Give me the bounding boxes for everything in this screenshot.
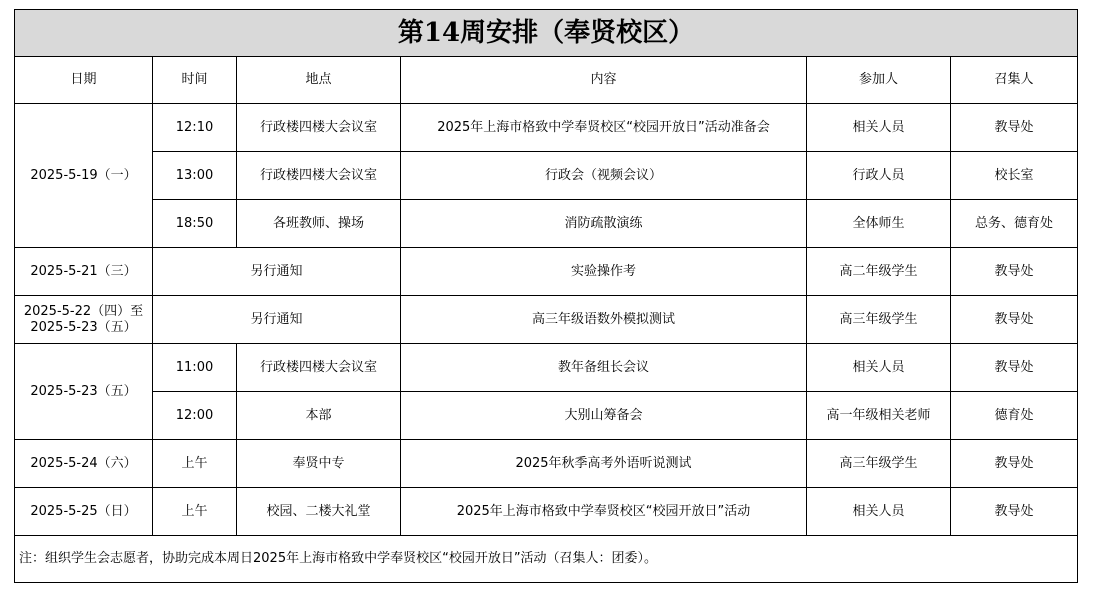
time-cell: 18:50 xyxy=(153,200,237,248)
convener-cell: 校长室 xyxy=(951,152,1078,200)
place-cell: 行政楼四楼大会议室 xyxy=(237,344,401,392)
time-cell: 12:10 xyxy=(153,104,237,152)
place-cell: 各班教师、操场 xyxy=(237,200,401,248)
content-cell: 高三年级语数外模拟测试 xyxy=(401,296,807,344)
convener-cell: 教导处 xyxy=(951,344,1078,392)
date-cell: 2025-5-23（五） xyxy=(15,344,153,440)
time-place-cell: 另行通知 xyxy=(153,248,401,296)
convener-cell: 教导处 xyxy=(951,488,1078,536)
content-cell: 行政会（视频会议） xyxy=(401,152,807,200)
place-cell: 本部 xyxy=(237,392,401,440)
participants-cell: 高二年级学生 xyxy=(807,248,951,296)
table-row xyxy=(15,200,1078,248)
header-participants: 参加人 xyxy=(807,57,951,104)
convener-cell: 教导处 xyxy=(951,296,1078,344)
content-cell: 2025年秋季高考外语听说测试 xyxy=(401,440,807,488)
table-row xyxy=(15,488,1078,536)
place-cell: 行政楼四楼大会议室 xyxy=(237,152,401,200)
header-time: 时间 xyxy=(153,57,237,104)
participants-cell: 高三年级学生 xyxy=(807,296,951,344)
table-row xyxy=(15,152,1078,200)
time-cell: 上午 xyxy=(153,488,237,536)
header-place: 地点 xyxy=(237,57,401,104)
time-cell: 13:00 xyxy=(153,152,237,200)
table-row xyxy=(15,392,1078,440)
date-line: 2025-5-22（四）至 xyxy=(23,303,144,319)
date-cell: 2025-5-19（一） xyxy=(15,104,153,248)
table-row xyxy=(15,440,1078,488)
convener-cell: 德育处 xyxy=(951,392,1078,440)
schedule-table xyxy=(14,9,1078,583)
place-cell: 奉贤中专 xyxy=(237,440,401,488)
participants-cell: 相关人员 xyxy=(807,344,951,392)
header-content: 内容 xyxy=(401,57,807,104)
page-title: 第14周安排（奉贤校区） xyxy=(15,10,1078,57)
participants-cell: 全体师生 xyxy=(807,200,951,248)
convener-cell: 总务、德育处 xyxy=(951,200,1078,248)
time-cell: 11:00 xyxy=(153,344,237,392)
place-cell: 行政楼四楼大会议室 xyxy=(237,104,401,152)
header-convener: 召集人 xyxy=(951,57,1078,104)
participants-cell: 高一年级相关老师 xyxy=(807,392,951,440)
content-cell: 教年备组长会议 xyxy=(401,344,807,392)
date-cell: 2025-5-25（日） xyxy=(15,488,153,536)
content-cell: 2025年上海市格致中学奉贤校区“校园开放日”活动准备会 xyxy=(401,104,807,152)
date-line: 2025-5-23（五） xyxy=(30,319,137,335)
date-cell: 2025-5-21（三） xyxy=(15,248,153,296)
content-cell: 实验操作考 xyxy=(401,248,807,296)
table-row xyxy=(15,344,1078,392)
content-cell: 大别山筹备会 xyxy=(401,392,807,440)
date-cell xyxy=(15,296,153,344)
date-cell: 2025-5-24（六） xyxy=(15,440,153,488)
time-cell: 上午 xyxy=(153,440,237,488)
time-place-cell: 另行通知 xyxy=(153,296,401,344)
time-cell: 12:00 xyxy=(153,392,237,440)
convener-cell: 教导处 xyxy=(951,440,1078,488)
participants-cell: 相关人员 xyxy=(807,488,951,536)
participants-cell: 相关人员 xyxy=(807,104,951,152)
header-date: 日期 xyxy=(15,57,153,104)
convener-cell: 教导处 xyxy=(951,104,1078,152)
participants-cell: 高三年级学生 xyxy=(807,440,951,488)
table-row xyxy=(15,104,1078,152)
place-cell: 校园、二楼大礼堂 xyxy=(237,488,401,536)
content-cell: 2025年上海市格致中学奉贤校区“校园开放日”活动 xyxy=(401,488,807,536)
convener-cell: 教导处 xyxy=(951,248,1078,296)
table-row xyxy=(15,248,1078,296)
schedule-document xyxy=(14,9,1077,583)
footnote: 注：组织学生会志愿者，协助完成本周日2025年上海市格致中学奉贤校区“校园开放日”活动（召集人：团委）。 xyxy=(15,536,1078,583)
content-cell: 消防疏散演练 xyxy=(401,200,807,248)
header-row xyxy=(15,57,1078,104)
table-row xyxy=(15,296,1078,344)
participants-cell: 行政人员 xyxy=(807,152,951,200)
